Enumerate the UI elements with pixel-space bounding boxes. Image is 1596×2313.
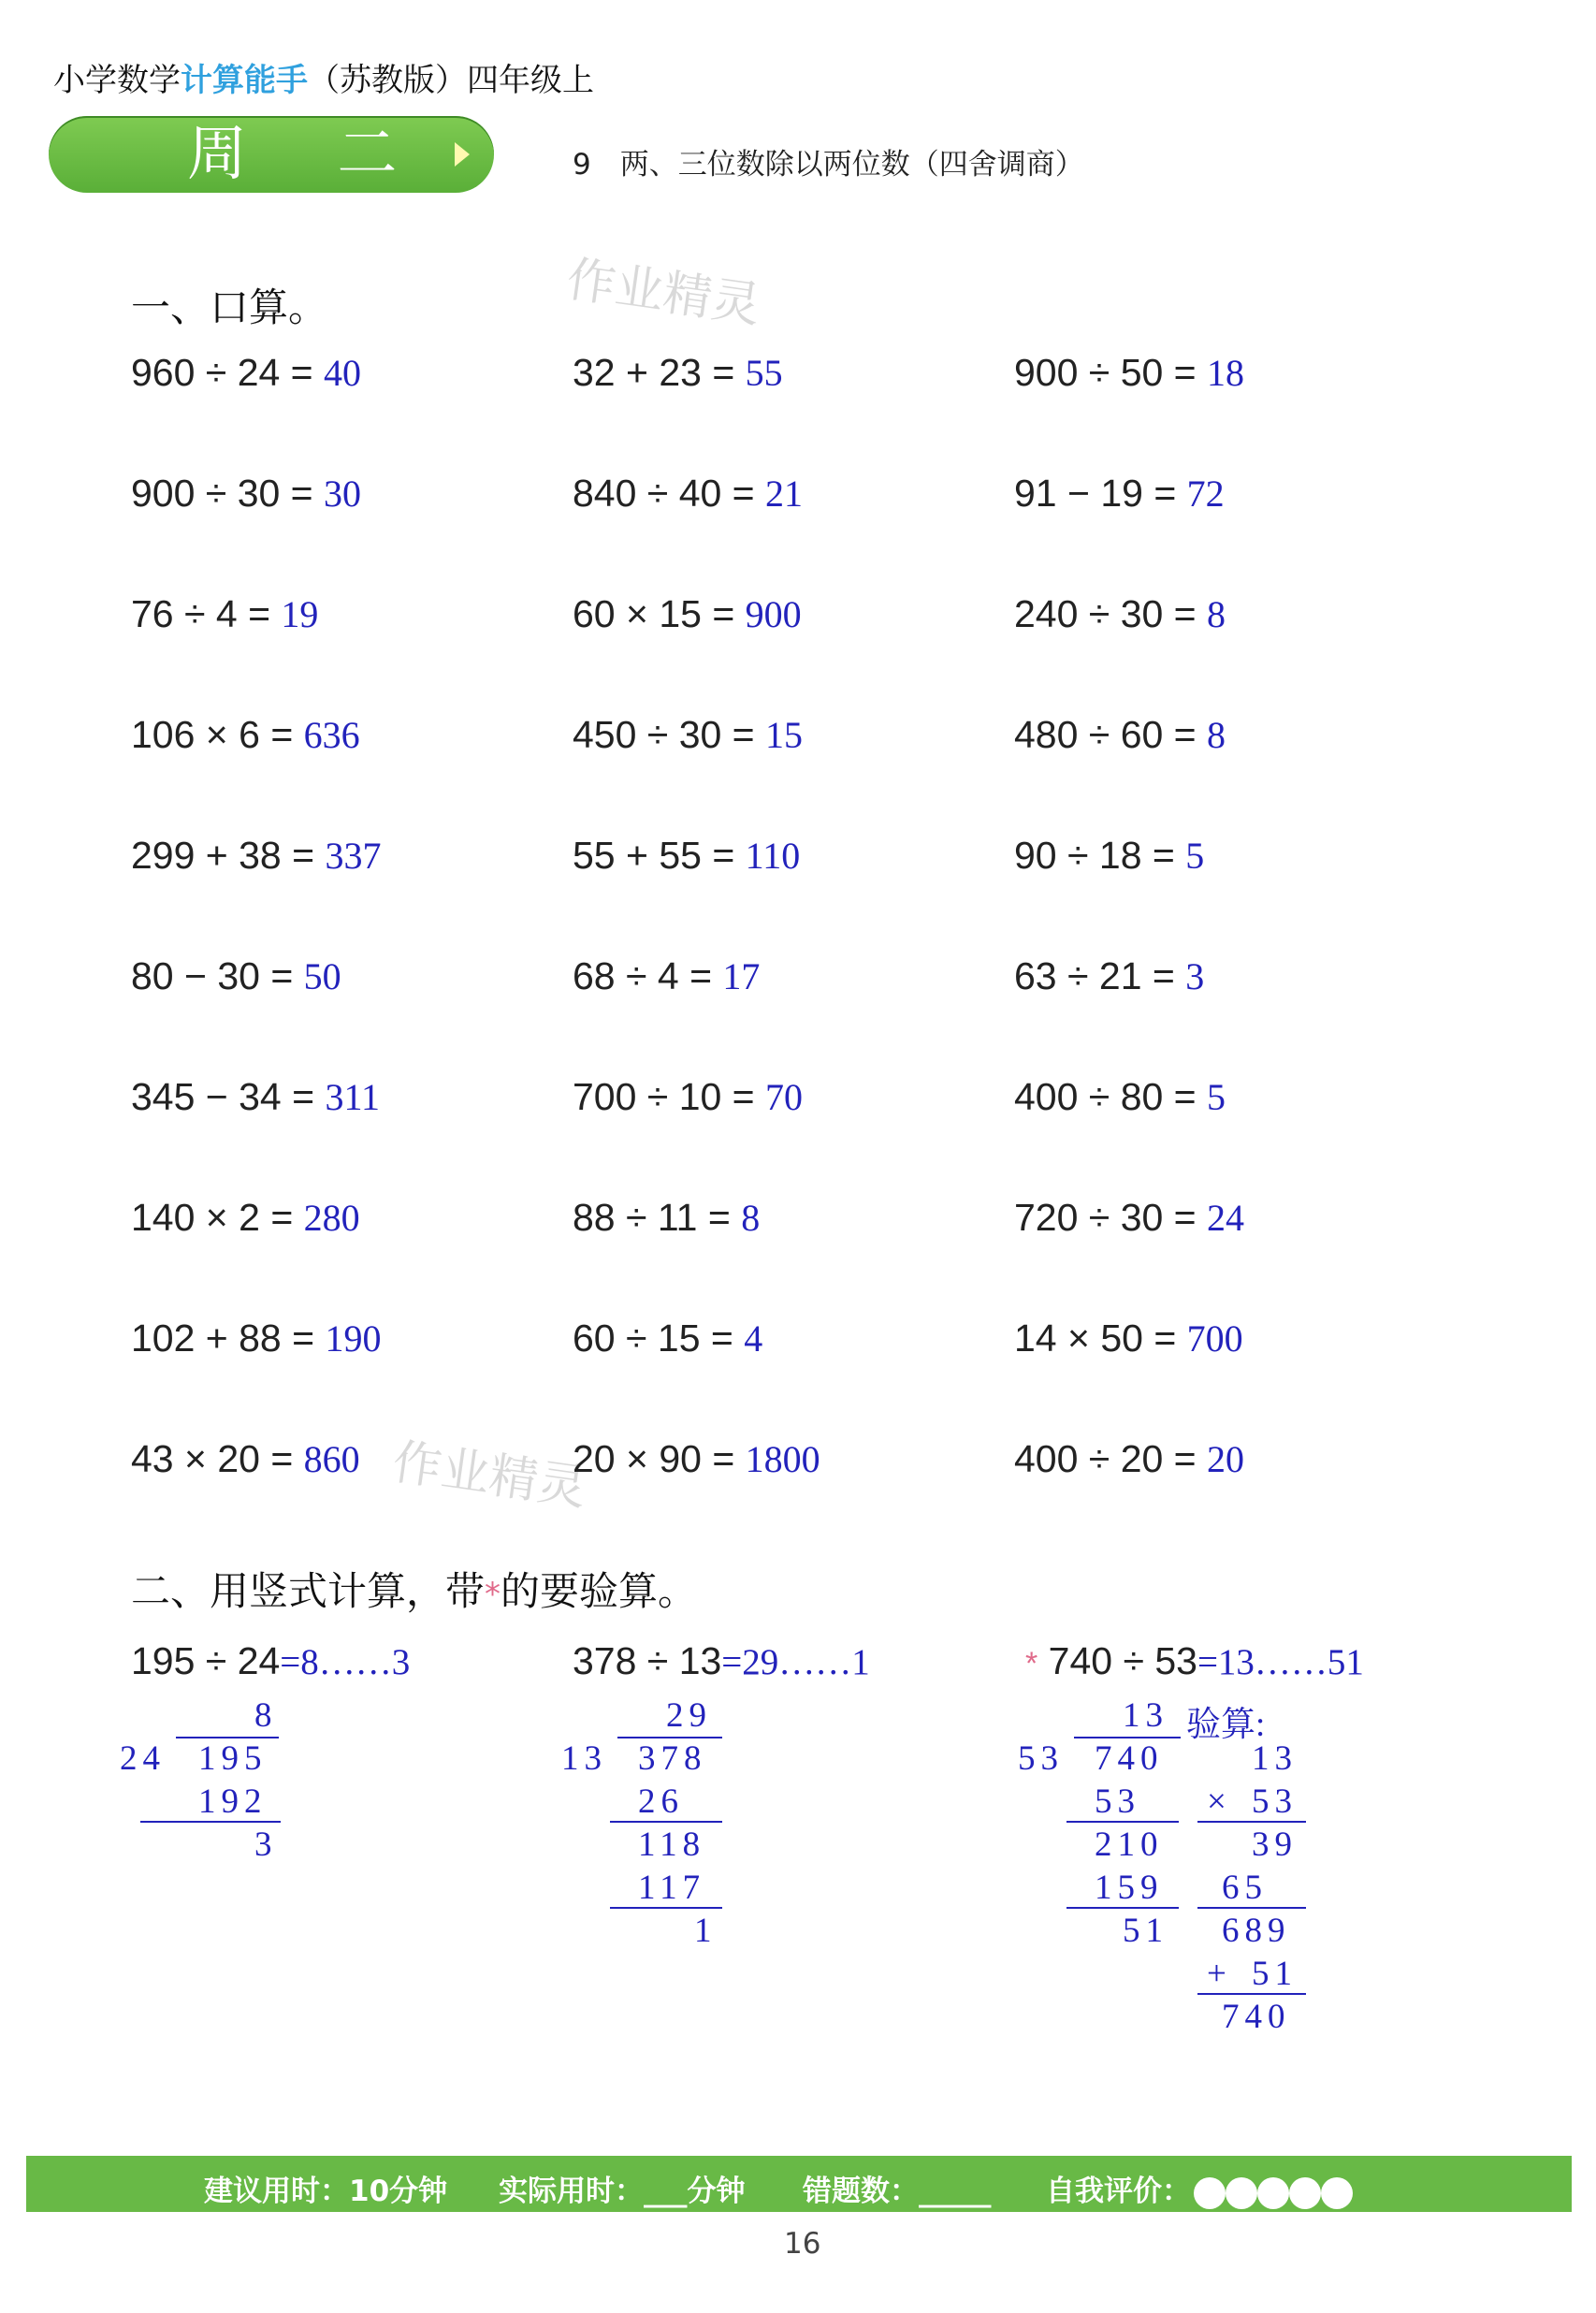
flower-icon <box>1292 2180 1318 2206</box>
star-icon: * <box>1025 1646 1038 1681</box>
oral-answer: 18 <box>1207 352 1245 394</box>
problem-answer: =8……3 <box>280 1642 411 1682</box>
day-badge <box>49 116 494 193</box>
division-line <box>1066 1907 1179 1909</box>
oral-problem <box>1014 1316 1243 1360</box>
oral-problem <box>1014 1436 1244 1481</box>
division-line <box>140 1821 281 1823</box>
oral-answer: 3 <box>1185 955 1205 997</box>
oral-problem <box>131 712 360 757</box>
division-line <box>1066 1821 1179 1823</box>
quotient: 29 <box>666 1696 712 1735</box>
section-2-title-a: 二、用竖式计算，带 <box>131 1568 486 1614</box>
problem-expression: 740 ÷ 53 <box>1048 1639 1197 1682</box>
book-title <box>53 54 594 100</box>
oral-problem <box>131 1436 360 1481</box>
oral-expression: 91 − 19 = <box>1014 472 1187 515</box>
check-partial-2: 65 <box>1222 1869 1268 1907</box>
oral-problem <box>573 1316 762 1360</box>
check-partial-1: 39 <box>1252 1826 1298 1864</box>
oral-expression: 60 ÷ 15 = <box>573 1317 745 1360</box>
oral-expression: 20 × 90 = <box>573 1437 746 1480</box>
subtrahend: 26 <box>638 1782 684 1821</box>
oral-problem <box>573 591 802 636</box>
subtrahend: 53 <box>1095 1782 1140 1821</box>
oral-problem <box>573 471 803 516</box>
oral-expression: 88 ÷ 11 = <box>573 1196 742 1239</box>
check-plus: + <box>1207 1955 1232 1993</box>
divisor: 24 <box>120 1739 166 1778</box>
oral-answer: 20 <box>1207 1438 1245 1480</box>
oral-answer: 50 <box>303 955 341 997</box>
oral-problem <box>131 591 318 636</box>
flower-icon <box>1260 2180 1286 2206</box>
oral-expression: 32 + 23 = <box>573 351 746 394</box>
oral-problem <box>131 833 381 878</box>
oral-expression: 140 × 2 = <box>131 1196 304 1239</box>
division-problem-1 <box>131 1639 410 1683</box>
check-multiplicand: 13 <box>1252 1739 1298 1778</box>
oral-expression: 68 ÷ 4 = <box>573 954 723 997</box>
oral-answer: 17 <box>722 955 761 997</box>
division-line <box>610 1907 722 1909</box>
oral-answer: 40 <box>324 352 362 394</box>
oral-problem <box>573 1074 803 1119</box>
check-line <box>1197 1907 1306 1909</box>
partial-remainder: 118 <box>638 1826 706 1864</box>
oral-expression: 400 ÷ 20 = <box>1014 1437 1208 1480</box>
oral-expression: 960 ÷ 24 = <box>131 351 325 394</box>
oral-answer: 337 <box>325 835 382 877</box>
oral-answer: 4 <box>744 1317 763 1360</box>
oral-expression: 450 ÷ 30 = <box>573 713 766 756</box>
dividend: 195 <box>198 1739 268 1778</box>
check-line <box>1197 1821 1306 1823</box>
oral-answer: 280 <box>303 1197 360 1239</box>
check-line <box>1197 1993 1306 1995</box>
oral-expression: 720 ÷ 30 = <box>1014 1196 1208 1239</box>
oral-expression: 900 ÷ 50 = <box>1014 351 1208 394</box>
check-result: 740 <box>1222 1998 1291 2036</box>
division-problem-2 <box>573 1639 870 1683</box>
problem-answer: =29……1 <box>721 1642 870 1682</box>
oral-answer: 8 <box>1207 593 1226 635</box>
footer-bar <box>26 2156 1572 2212</box>
oral-problem <box>1014 350 1244 395</box>
oral-expression: 106 × 6 = <box>131 713 304 756</box>
self-evaluation <box>1046 2167 1350 2209</box>
oral-problem <box>573 712 803 757</box>
oral-answer: 19 <box>281 593 319 635</box>
quotient: 13 <box>1123 1696 1168 1735</box>
play-arrow-icon <box>455 142 470 167</box>
oral-answer: 30 <box>324 473 362 515</box>
oral-answer: 55 <box>745 352 783 394</box>
subtrahend: 192 <box>198 1782 268 1821</box>
oral-expression: 700 ÷ 10 = <box>573 1075 766 1118</box>
oral-answer: 700 <box>1186 1317 1243 1360</box>
flower-icon <box>1324 2180 1350 2206</box>
oral-problem <box>131 953 341 998</box>
watermark: 作业精灵 <box>389 1433 590 1518</box>
oral-answer: 311 <box>325 1076 380 1118</box>
oral-expression: 345 − 34 = <box>131 1075 326 1118</box>
actual-time: 实际用时：___分钟 <box>499 2175 746 2208</box>
oral-answer: 860 <box>303 1438 360 1480</box>
dividend: 740 <box>1095 1739 1164 1778</box>
subtrahend: 117 <box>638 1869 706 1907</box>
oral-answer: 24 <box>1207 1197 1245 1239</box>
partial-remainder: 210 <box>1095 1826 1164 1864</box>
oral-problem <box>573 1436 820 1481</box>
oral-answer: 70 <box>765 1076 804 1118</box>
problem-expression: 195 ÷ 24 <box>131 1639 281 1682</box>
oral-answer: 110 <box>745 835 801 877</box>
section-2-title-b: 的要验算。 <box>501 1568 698 1614</box>
oral-expression: 80 − 30 = <box>131 954 304 997</box>
section-1-title: 一、口算。 <box>131 284 328 330</box>
oral-expression: 14 × 50 = <box>1014 1317 1187 1360</box>
oral-expression: 900 ÷ 30 = <box>131 472 325 515</box>
oral-problem <box>1014 953 1204 998</box>
oral-expression: 400 ÷ 80 = <box>1014 1075 1208 1118</box>
oral-problem <box>1014 1074 1226 1119</box>
oral-answer: 5 <box>1207 1076 1226 1118</box>
page-number: 16 <box>784 2227 821 2261</box>
oral-expression: 299 + 38 = <box>131 834 326 877</box>
flower-icon <box>1228 2180 1255 2206</box>
division-line <box>610 1821 722 1823</box>
oral-problem <box>573 350 783 395</box>
divisor: 53 <box>1018 1739 1064 1778</box>
oral-answer: 900 <box>745 593 802 635</box>
oral-expression: 102 + 88 = <box>131 1317 326 1360</box>
check-product: 689 <box>1222 1912 1291 1950</box>
oral-problem <box>131 471 361 516</box>
book-title-suffix: （苏教版）四年级上 <box>308 62 594 99</box>
remainder: 51 <box>1123 1912 1168 1950</box>
book-title-highlight: 计算能手 <box>181 62 308 99</box>
section-2-title <box>131 1561 697 1617</box>
oral-problem <box>131 1074 380 1119</box>
oral-expression: 63 ÷ 21 = <box>1014 954 1186 997</box>
oral-answer: 636 <box>303 714 360 756</box>
oral-expression: 840 ÷ 40 = <box>573 472 766 515</box>
suggested-time: 建议用时：10分钟 <box>204 2175 448 2208</box>
divisor: 13 <box>561 1739 607 1778</box>
oral-answer: 8 <box>741 1197 761 1239</box>
oral-answer: 15 <box>765 714 804 756</box>
oral-problem <box>131 1195 360 1240</box>
oral-expression: 480 ÷ 60 = <box>1014 713 1208 756</box>
oral-problem <box>573 833 800 878</box>
check-remainder: 51 <box>1252 1955 1298 1993</box>
lesson-title: 9 两、三位数除以两位数（四舍调商） <box>573 148 1084 182</box>
star-icon: * <box>485 1576 501 1613</box>
oral-expression: 55 + 55 = <box>573 834 746 877</box>
dividend: 378 <box>638 1739 707 1778</box>
book-title-prefix: 小学数学 <box>53 62 181 99</box>
oral-expression: 90 ÷ 18 = <box>1014 834 1186 877</box>
oral-expression: 76 ÷ 4 = <box>131 592 282 635</box>
error-count: 错题数：_____ <box>803 2175 992 2208</box>
oral-problem <box>1014 833 1204 878</box>
problem-answer: =13……51 <box>1197 1642 1364 1682</box>
oral-expression: 43 × 20 = <box>131 1437 304 1480</box>
oral-problem <box>573 953 760 998</box>
problem-expression: 378 ÷ 13 <box>573 1639 722 1682</box>
check-multiplier: 53 <box>1252 1782 1298 1821</box>
oral-answer: 72 <box>1186 473 1225 515</box>
oral-expression: 60 × 15 = <box>573 592 746 635</box>
subtrahend: 159 <box>1095 1869 1164 1907</box>
check-operator: × <box>1207 1782 1232 1821</box>
oral-answer: 190 <box>325 1317 382 1360</box>
flower-icon <box>1197 2180 1223 2206</box>
quotient: 8 <box>254 1696 278 1735</box>
oral-expression: 240 ÷ 30 = <box>1014 592 1208 635</box>
remainder: 1 <box>694 1912 718 1950</box>
oral-problem <box>1014 471 1225 516</box>
oral-answer: 1800 <box>745 1438 820 1480</box>
remainder: 3 <box>254 1826 278 1864</box>
oral-answer: 5 <box>1185 835 1205 877</box>
watermark: 作业精灵 <box>563 251 764 335</box>
oral-answer: 8 <box>1207 714 1226 756</box>
day-label: 周 二 <box>187 120 433 189</box>
oral-problem <box>573 1195 760 1240</box>
division-problem-3 <box>1025 1639 1364 1683</box>
oral-problem <box>131 1316 381 1360</box>
check-label: 验算: <box>1186 1706 1266 1744</box>
oral-answer: 21 <box>765 473 804 515</box>
oral-problem <box>1014 1195 1244 1240</box>
oral-problem <box>1014 591 1226 636</box>
self-evaluation-label: 自我评价： <box>1046 2175 1191 2208</box>
oral-problem <box>1014 712 1226 757</box>
oral-problem <box>131 350 361 395</box>
